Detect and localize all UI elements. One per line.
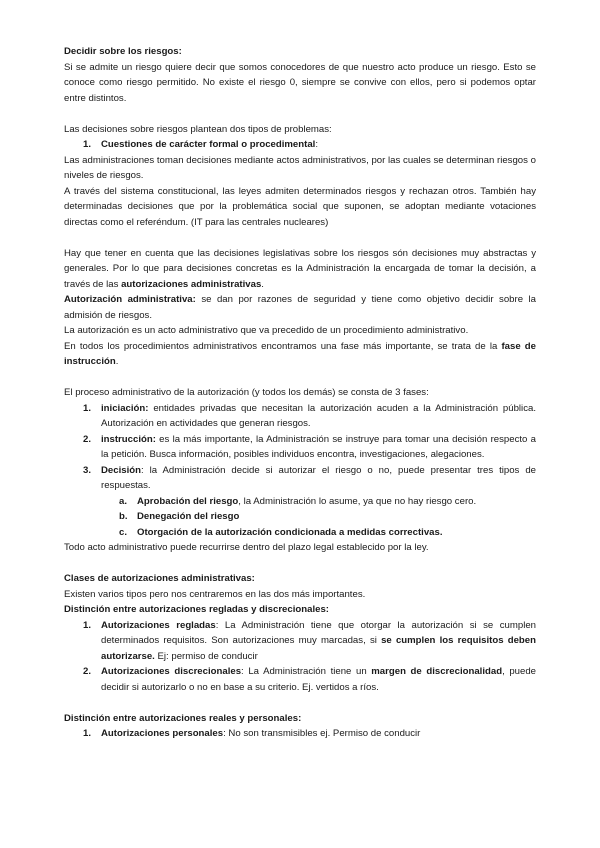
classes-list (64, 618, 536, 696)
list-number: 2. (83, 666, 92, 677)
list-item-instruccion: 2. instrucción: es la más importante, la Administración se instruye para tomar una decisión respecto a la petición. Busca información, posibles individuos encontra, investigaciones, alegaciones. (83, 433, 536, 460)
heading-reales-personales: Distinción entre autorizaciones reales y personales: (64, 712, 302, 724)
list-item-cuestiones-formales: 1. Cuestiones de carácter formal o procedimental: (64, 137, 536, 153)
sublist-item-denegacion: b. Denegación del riesgo (64, 509, 536, 525)
sublist-item-otorgacion: c. Otorgación de la autorización condicionada a medidas correctivas. (64, 525, 536, 541)
sublist-item-aprobacion: a. Aprobación del riesgo, la Administración lo asume, ya que no hay riesgo cero. (64, 494, 536, 510)
paragraph-acto-administrativo: La autorización es un acto administrativo que va precedido de un procedimiento administrativo. (64, 325, 469, 336)
paragraph-fase-instruccion: En todos los procedimientos administrativos encontramos una fase más importante, se trata de la fase de instrucción. (64, 340, 536, 367)
paragraph-actos-administrativos: Las administraciones toman decisiones mediante actos administrativos, por las cuales se determinan riesgos o niveles de riesgos. (64, 154, 536, 181)
list-letter: c. (119, 526, 128, 538)
list-item-personales: 1. Autorizaciones personales: No son transmisibles ej. Permiso de conducir (64, 726, 536, 742)
spacer (64, 556, 536, 572)
document-body (64, 44, 536, 742)
spacer (64, 695, 536, 711)
paragraph-decisiones-legislativas: Hay que tener en cuenta que las decisiones legislativas sobre los riesgos són decisiones muy abstractas y generales. Por lo que para decisiones concretas es la Administración la encargada de tomar la decisión, a través de las autorizaciones administrativas. (64, 247, 536, 290)
phases-list (64, 401, 536, 541)
list-number: 1. (83, 619, 92, 631)
paragraph-recurso: Todo acto administrativo puede recurrirse dentro del plazo legal establecido por la ley. (64, 542, 429, 553)
list-item-label: Cuestiones de carácter formal o procedimental (101, 139, 316, 150)
paragraph-autorizacion-definicion: Autorización administrativa: se dan por razones de seguridad y tiene como objetivo decidir sobre la admisión de riesgos. (64, 294, 537, 321)
list-number: 3. (83, 464, 92, 476)
list-letter: a. (119, 495, 128, 507)
paragraph-proceso-fases: El proceso administrativo de la autorización (y todos los demás) se consta de 3 fases: (64, 387, 429, 398)
list-item-iniciacion: 1. iniciación: entidades privadas que necesitan la autorización acuden a la Administración pública. Autorización en actividades que generan riesgos. (83, 402, 536, 429)
list-item-decision: 3. Decisión: la Administración decide si autorizar el riesgo o no, puede presentar tres tipos de respuestas. (83, 464, 536, 491)
list-number: 1. (83, 402, 92, 414)
paragraph-riesgo-permitido: Si se admite un riesgo quiere decir que somos conocedores de que nuestro acto produce un riesgo. Esto se conoce como riesgo permitido. No existe el riesgo 0, siempre se convive con ellos, pero si podemos optar entre distintos. (64, 61, 536, 104)
paragraph-tipos-problemas: Las decisiones sobre riesgos plantean dos tipos de problemas: (64, 123, 332, 135)
list-number: 1. (83, 139, 92, 150)
heading-clases-autorizaciones: Clases de autorizaciones administrativas: (64, 573, 255, 584)
list-number: 1. (83, 728, 92, 739)
paragraph-sistema-constitucional: A través del sistema constitucional, las leyes admiten determinados riesgos y rechazan otros. También hay determinadas decisiones que por la problemática social que suponen, se adoptan mediante votaciones directas como el referéndum. (IT para las centrales nucleares) (64, 185, 536, 228)
list-number: 2. (83, 433, 92, 445)
spacer (64, 370, 536, 386)
spacer (64, 230, 536, 246)
heading-regladas-discrecionales: Distinción entre autorizaciones regladas y discrecionales: (64, 604, 329, 615)
list-item-regladas: 1. Autorizaciones regladas: La Administración tiene que otorgar la autorización si se cumplen determinados requisitos. Son autorizaciones muy marcadas, si se cumplen los requisitos deben autorizarse. Ej: permiso de conducir (83, 619, 536, 662)
paragraph-tipos: Existen varios tipos pero nos centraremos en las dos más importantes. (64, 588, 366, 600)
list-item-discrecionales: 2. Autorizaciones discrecionales: La Administración tiene un margen de discrecionalidad, puede decidir si autorizarlo o no en base a su criterio. Ej. vertidos a ríos. (83, 666, 537, 693)
heading-decidir-riesgos: Decidir sobre los riesgos: (64, 46, 182, 57)
list-letter: b. (119, 511, 128, 522)
spacer (64, 106, 536, 122)
